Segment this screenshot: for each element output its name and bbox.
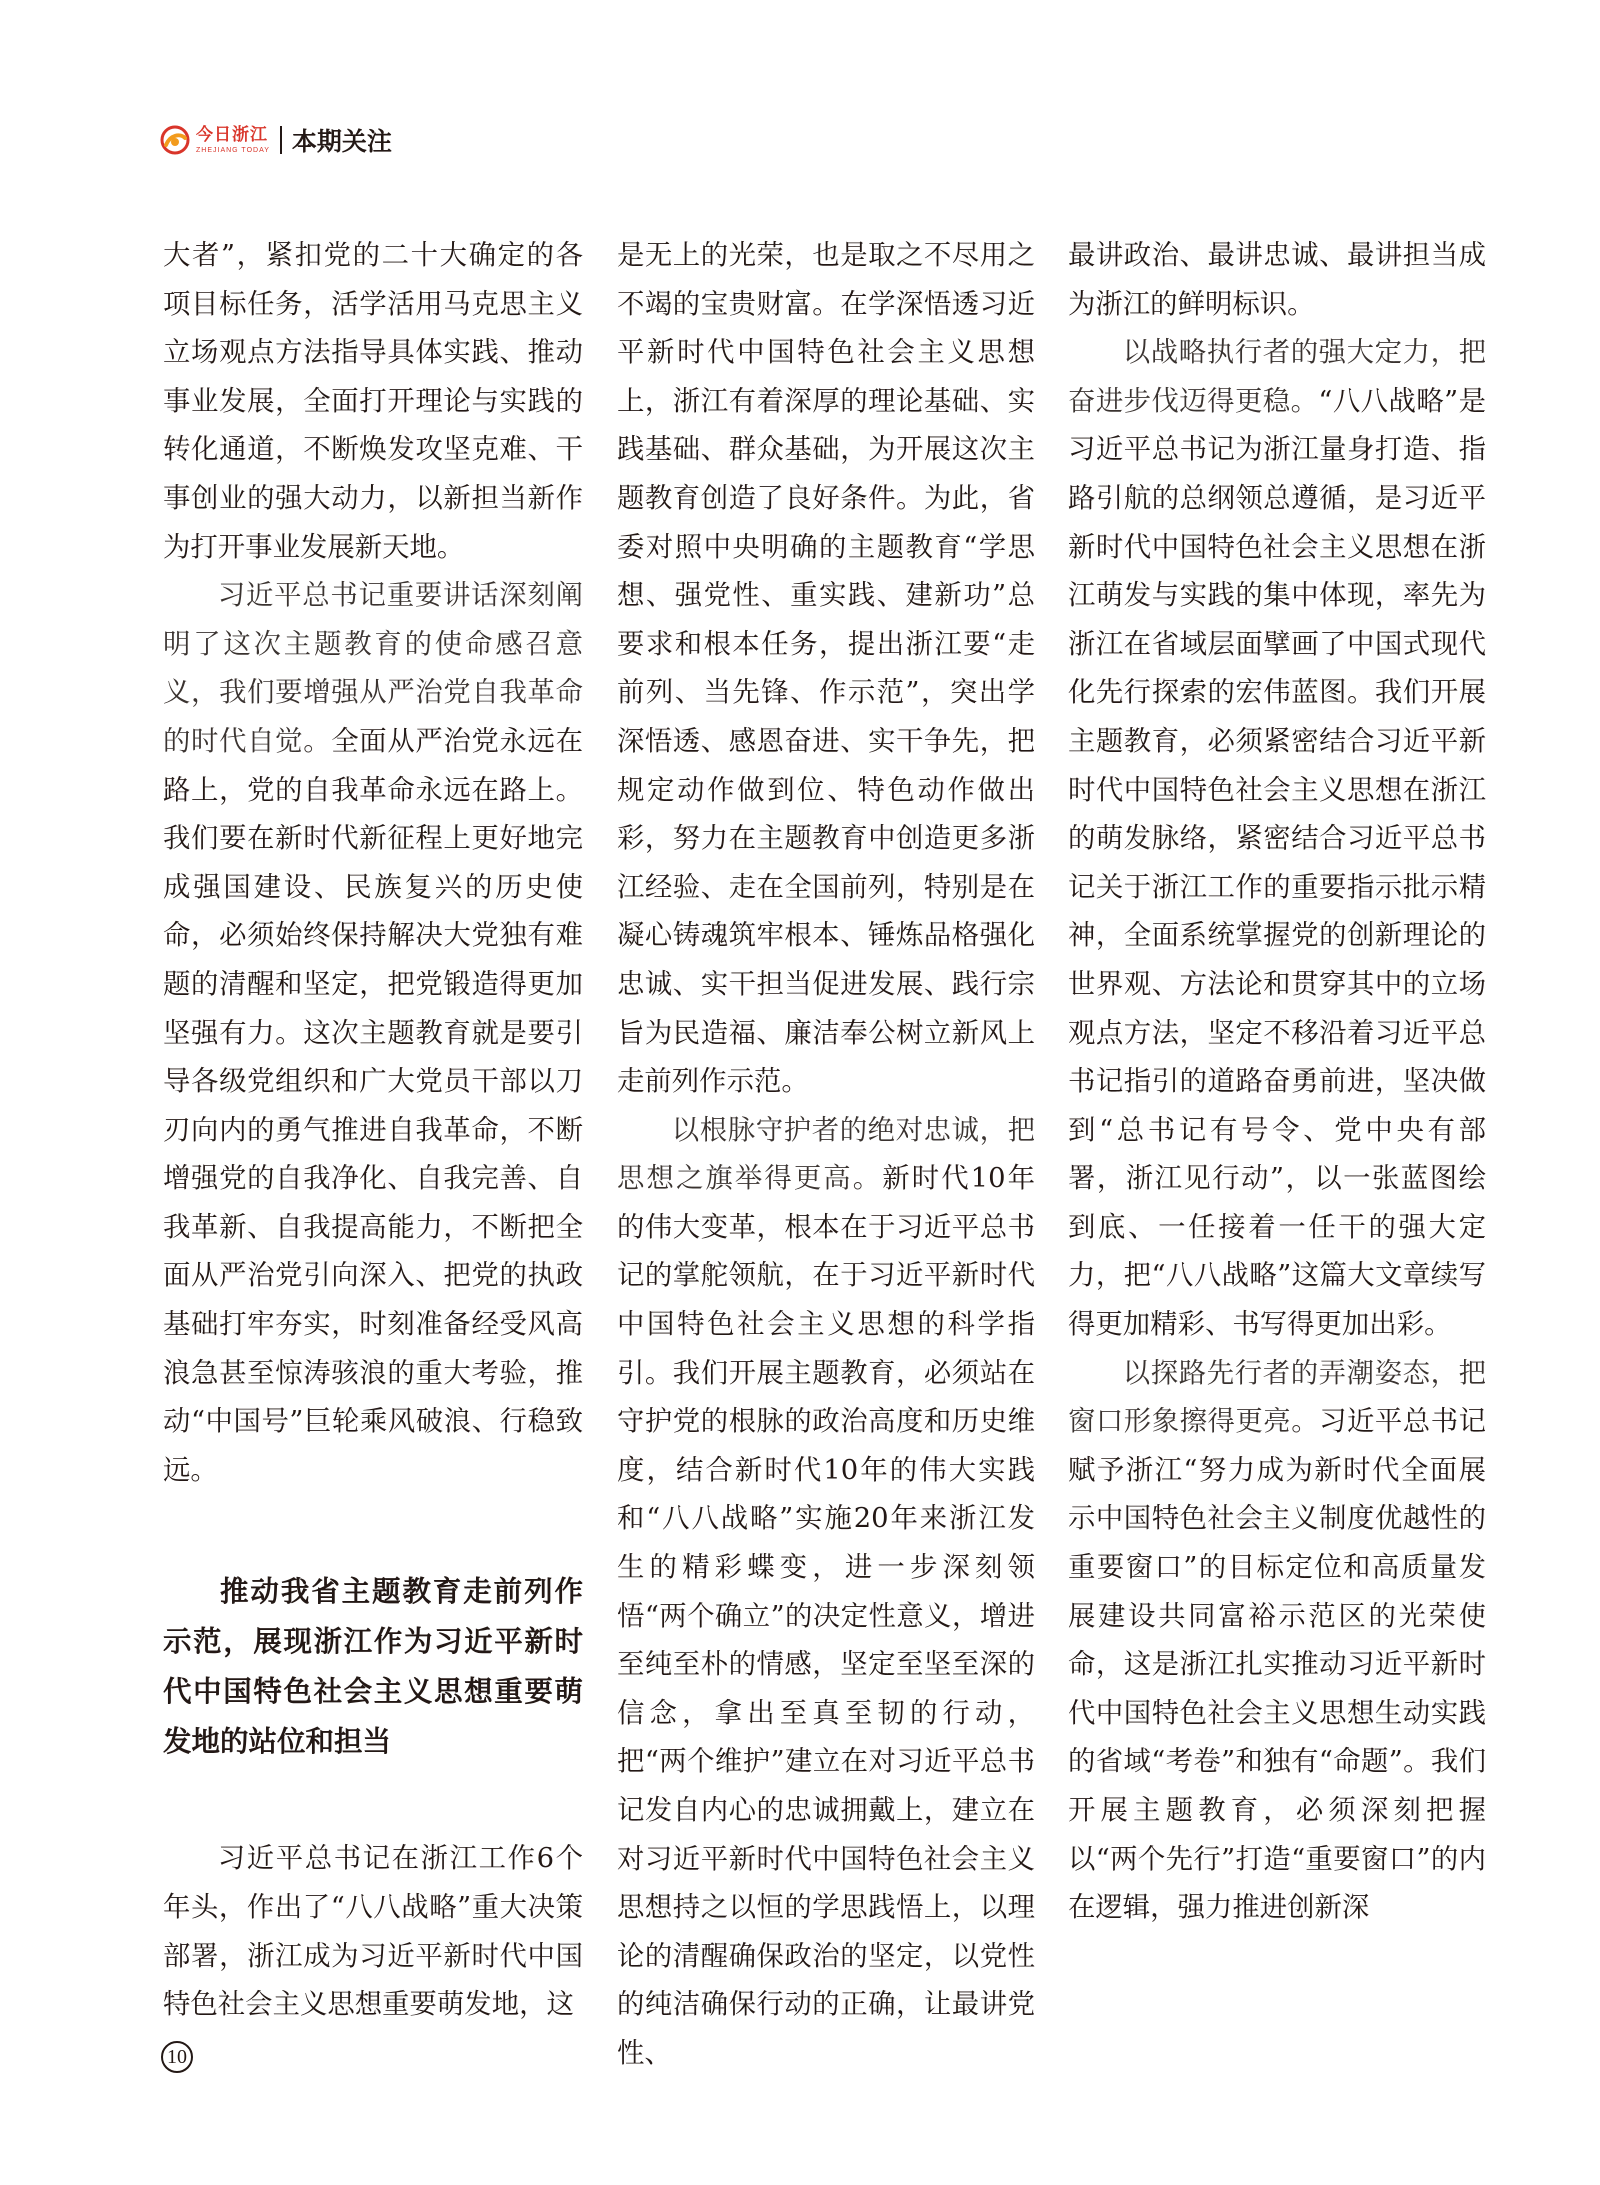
section-label: 本期关注 bbox=[291, 127, 392, 156]
page-header bbox=[160, 120, 392, 160]
col3-body-text-1: “八八战略”是习近平总书记为浙江量身打造、指路引航的总纲领总遵循，是习近平新时代中国特色社会主义思想在浙江萌发与实践的集中体现，率先为浙江在省域层面擘画了中国式现代化先行探索的宏伟蓝图。我们开展主题教育，必须紧密结合习近平新时代中国特色社会主义思想在浙江的萌发脉络，紧密结合习近平总书记关于浙江工作的重要指示批示精神，全面系统掌握党的创新理论的世界观、方法论和贯穿其中的立场观点方法，坚定不移沿着习近平总书记指引的道路奋勇前进，坚决做到“总书记有号令、党中央有部署，浙江见行动”，以一张蓝图绘到底、一任接着一任干的强大定力，把“八八战略”这篇大文章续写得更加精彩、书写得更加出彩。 bbox=[1068, 385, 1486, 1341]
col1-lead-sentence: 习近平总书记重要讲话深刻阐明了这次主题教育的使命感召意义，我们要增强从严治党自我革命的时代自觉。 bbox=[163, 580, 583, 757]
col1-paragraph-3: 习近平总书记在浙江工作6个年头，作出了“八八战略”重大决策部署，浙江成为习近平新时代中国特色社会主义思想重要萌发地，这 bbox=[163, 1843, 583, 2021]
logo bbox=[196, 124, 270, 154]
col2-paragraph-1: 是无上的光荣，也是取之不尽用之不竭的宝贵财富。在学深悟透习近平新时代中国特色社会主义思想上，浙江有着深厚的理论基础、实践基础、群众基础，为开展这次主题教育创造了良好条件。为此，省委对照中央明确的主题教育“学思想、强党性、重实践、建新功”总要求和根本任务，提出浙江要“走前列、当先锋、作示范”，突出学深悟透、感恩奋进、实干争先，把规定动作做到位、特色动作做出彩，努力在主题教育中创造更多浙江经验、走在全国前列，特别是在凝心铸魂筑牢根本、锤炼品格强化忠诚、实干担当促进发展、践行宗旨为民造福、廉洁奉公树立新风上走前列作示范。 bbox=[617, 240, 1035, 1098]
section-heading: 推动我省主题教育走前列作示范，展现浙江作为习近平新时代中国特色社会主义思想重要萌发地的站位和担当 bbox=[163, 1575, 583, 1759]
col2-lead-sentence: 以根脉守护者的绝对忠诚，把思想之旗举得更高。 bbox=[617, 1114, 1035, 1195]
col1-paragraph-1: 大者”，紧扣党的二十大确定的各项目标任务，活学活用马克思主义立场观点方法指导具体实践、推动事业发展，全面打开理论与实践的转化通道，不断焕发攻坚克难、干事创业的强大动力，以新担当新作为打开事业发展新天地。 bbox=[163, 240, 583, 563]
col1-paragraph-2 bbox=[163, 572, 583, 1495]
logo-cn: 今日浙江 bbox=[196, 124, 268, 145]
col3-lead-sentence-1: 以战略执行者的强大定力，把奋进步伐迈得更稳。 bbox=[1068, 337, 1486, 417]
col3-paragraph-2 bbox=[1068, 329, 1486, 1349]
column-3 bbox=[1068, 232, 1486, 1933]
col3-lead-sentence-2: 以探路先行者的弄潮姿态，把窗口形象擦得更亮。 bbox=[1068, 1357, 1486, 1438]
page-number bbox=[160, 2040, 194, 2074]
col2-body-text: 新时代10年的伟大变革，根本在于习近平总书记的掌舵领航，在于习近平新时代中国特色社会主义思想的科学指引。我们开展主题教育，必须站在守护党的根脉的政治高度和历史维度，结合新时代10年的伟大实践和“八八战略”实施20年来浙江发生的精彩蝶变，进一步深刻领悟“两个确立”的决定性意义，增进至纯至朴的情感，坚定至坚至深的信念，拿出至真至韧的行动，把“两个维护”建立在对习近平总书记发自内心的忠诚拥戴上，建立在对习近平新时代中国特色社会主义思想持之以恒的学思践悟上，以理论的清醒确保政治的坚定，以党性的纯洁确保行动的正确，让最讲党性、 bbox=[617, 1163, 1035, 2069]
column-2 bbox=[617, 232, 1035, 2079]
col3-body-text-2: 习近平总书记赋予浙江“努力成为新时代全面展示中国特色社会主义制度优越性的重要窗口”的目标定位和高质量发展建设共同富裕示范区的光荣使命，这是浙江扎实推动习近平新时代中国特色社会主义思想生动实践的省域“考卷”和独有“命题”。我们开展主题教育，必须深刻把握以“两个先行”打造“重要窗口”的内在逻辑，强力推进创新深 bbox=[1068, 1406, 1486, 1924]
logo-swirl-icon bbox=[160, 125, 190, 155]
column-1 bbox=[163, 232, 583, 2030]
logo-en: ZHEJIANG TODAY bbox=[196, 146, 270, 154]
header-divider bbox=[280, 126, 282, 154]
col2-paragraph-2 bbox=[617, 1107, 1035, 2079]
col1-body-text: 全面从严治党永远在路上，党的自我革命永远在路上。我们要在新时代新征程上更好地完成强国建设、民族复兴的历史使命，必须始终保持解决大党独有难题的清醒和坚定，把党锻造得更加坚强有力。这次主题教育就是要引导各级党组织和广大党员干部以刀刃向内的勇气推进自我革命，不断增强党的自我净化、自我完善、自我革新、自我提高能力，不断把全面从严治党引向深入、把党的执政基础打牢夯实，时刻准备经受风高浪急甚至惊涛骇浪的重大考验，推动“中国号”巨轮乘风破浪、行稳致远。 bbox=[163, 725, 583, 1486]
page-number-text: 10 bbox=[167, 2045, 187, 2068]
col3-paragraph-3 bbox=[1068, 1350, 1486, 1933]
col3-paragraph-1: 最讲政治、最讲忠诚、最讲担当成为浙江的鲜明标识。 bbox=[1068, 240, 1486, 320]
